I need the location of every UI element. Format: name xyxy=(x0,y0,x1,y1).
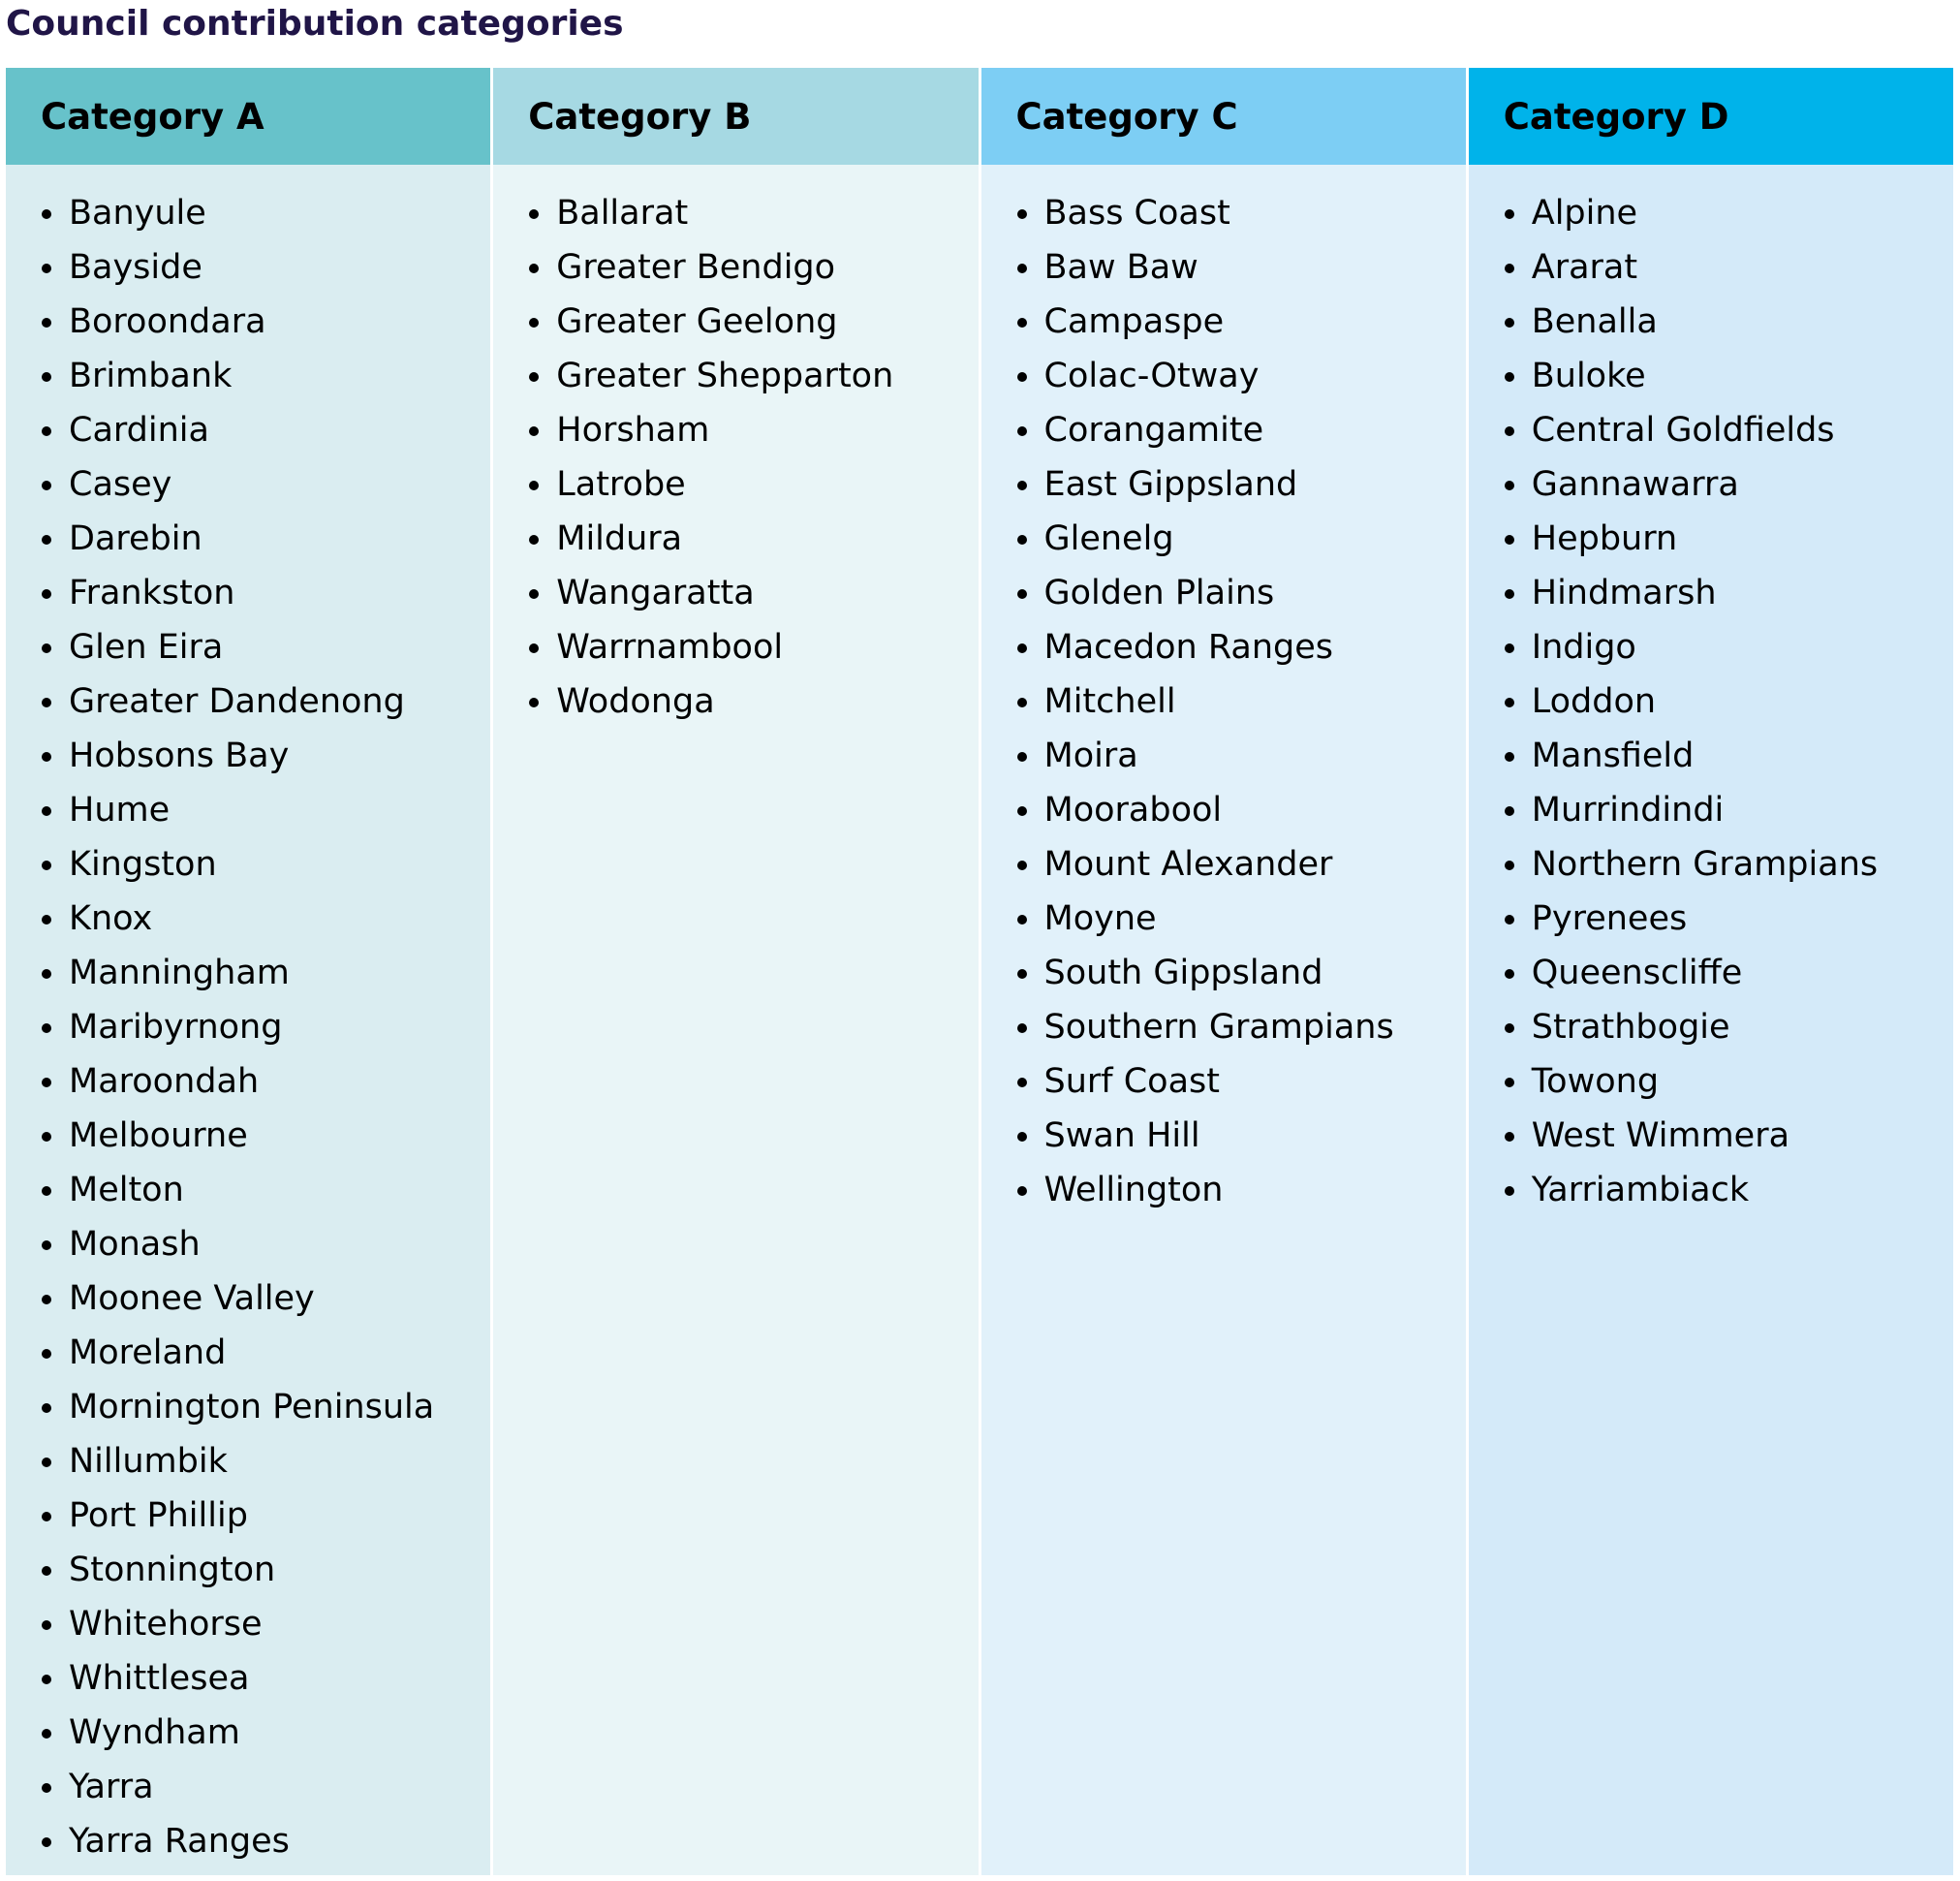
council-list-item: East Gippsland xyxy=(981,457,1466,512)
category-heading: Category D xyxy=(1469,68,1953,165)
council-list-item: Towong xyxy=(1469,1054,1953,1109)
council-list-item: Indigo xyxy=(1469,620,1953,674)
council-list-item: Wyndham xyxy=(6,1706,490,1760)
category-column-c xyxy=(979,68,1466,1875)
council-list xyxy=(493,186,978,729)
council-list-item: Hobsons Bay xyxy=(6,729,490,783)
council-list xyxy=(6,186,490,1868)
council-list-item: Moreland xyxy=(6,1326,490,1380)
council-list-item: Loddon xyxy=(1469,674,1953,729)
council-list-item: Hume xyxy=(6,783,490,837)
category-body xyxy=(981,165,1466,1875)
council-list-item: Strathbogie xyxy=(1469,1000,1953,1054)
council-list-item: Mount Alexander xyxy=(981,837,1466,892)
category-column-d xyxy=(1466,68,1953,1875)
council-list-item: Yarra xyxy=(6,1760,490,1814)
council-list-item: Wellington xyxy=(981,1163,1466,1217)
council-list-item: Banyule xyxy=(6,186,490,240)
council-list-item: Greater Geelong xyxy=(493,295,978,349)
council-list-item: Wangaratta xyxy=(493,566,978,620)
council-list-item: Knox xyxy=(6,892,490,946)
categories-table xyxy=(6,68,1953,1875)
council-list-item: South Gippsland xyxy=(981,946,1466,1000)
council-list-item: Queenscliffe xyxy=(1469,946,1953,1000)
category-heading: Category C xyxy=(981,68,1466,165)
category-body xyxy=(493,165,978,1875)
council-list xyxy=(981,186,1466,1217)
council-list-item: Hepburn xyxy=(1469,512,1953,566)
page-title: Council contribution categories xyxy=(6,4,624,44)
category-heading: Category A xyxy=(6,68,490,165)
category-column-b xyxy=(490,68,978,1875)
council-list-item: Mornington Peninsula xyxy=(6,1380,490,1434)
category-body xyxy=(1469,165,1953,1875)
council-list-item: Murrindindi xyxy=(1469,783,1953,837)
council-list-item: Colac-Otway xyxy=(981,349,1466,403)
council-list-item: Cardinia xyxy=(6,403,490,457)
council-list-item: Benalla xyxy=(1469,295,1953,349)
council-list-item: Mildura xyxy=(493,512,978,566)
council-list-item: Nillumbik xyxy=(6,1434,490,1489)
category-heading: Category B xyxy=(493,68,978,165)
council-list-item: Greater Bendigo xyxy=(493,240,978,295)
council-list-item: Boroondara xyxy=(6,295,490,349)
council-list-item: Mansfield xyxy=(1469,729,1953,783)
council-list-item: Stonnington xyxy=(6,1543,490,1597)
council-list-item: Glenelg xyxy=(981,512,1466,566)
council-list-item: Corangamite xyxy=(981,403,1466,457)
council-list-item: Maribyrnong xyxy=(6,1000,490,1054)
council-list-item: Warrnambool xyxy=(493,620,978,674)
category-body xyxy=(6,165,490,1875)
council-list-item: Horsham xyxy=(493,403,978,457)
council-list-item: West Wimmera xyxy=(1469,1109,1953,1163)
council-list-item: Central Goldfields xyxy=(1469,403,1953,457)
council-list-item: Bayside xyxy=(6,240,490,295)
council-list-item: Northern Grampians xyxy=(1469,837,1953,892)
council-list-item: Ballarat xyxy=(493,186,978,240)
council-list-item: Buloke xyxy=(1469,349,1953,403)
council-list-item: Moorabool xyxy=(981,783,1466,837)
council-list-item: Mitchell xyxy=(981,674,1466,729)
council-list-item: Monash xyxy=(6,1217,490,1271)
council-list-item: Alpine xyxy=(1469,186,1953,240)
council-list-item: Swan Hill xyxy=(981,1109,1466,1163)
council-list xyxy=(1469,186,1953,1217)
council-list-item: Moyne xyxy=(981,892,1466,946)
council-list-item: Whitehorse xyxy=(6,1597,490,1651)
council-list-item: Greater Shepparton xyxy=(493,349,978,403)
council-list-item: Greater Dandenong xyxy=(6,674,490,729)
council-list-item: Casey xyxy=(6,457,490,512)
council-list-item: Baw Baw xyxy=(981,240,1466,295)
council-list-item: Moira xyxy=(981,729,1466,783)
council-list-item: Latrobe xyxy=(493,457,978,512)
council-list-item: Surf Coast xyxy=(981,1054,1466,1109)
council-list-item: Pyrenees xyxy=(1469,892,1953,946)
council-list-item: Melbourne xyxy=(6,1109,490,1163)
council-list-item: Glen Eira xyxy=(6,620,490,674)
council-list-item: Maroondah xyxy=(6,1054,490,1109)
council-list-item: Frankston xyxy=(6,566,490,620)
council-list-item: Brimbank xyxy=(6,349,490,403)
council-list-item: Golden Plains xyxy=(981,566,1466,620)
council-list-item: Southern Grampians xyxy=(981,1000,1466,1054)
council-list-item: Kingston xyxy=(6,837,490,892)
council-list-item: Wodonga xyxy=(493,674,978,729)
council-list-item: Campaspe xyxy=(981,295,1466,349)
council-list-item: Bass Coast xyxy=(981,186,1466,240)
category-column-a xyxy=(6,68,490,1875)
council-list-item: Darebin xyxy=(6,512,490,566)
council-list-item: Whittlesea xyxy=(6,1651,490,1706)
council-list-item: Hindmarsh xyxy=(1469,566,1953,620)
council-list-item: Yarra Ranges xyxy=(6,1814,490,1868)
council-list-item: Ararat xyxy=(1469,240,1953,295)
council-list-item: Gannawarra xyxy=(1469,457,1953,512)
council-list-item: Port Phillip xyxy=(6,1489,490,1543)
council-list-item: Moonee Valley xyxy=(6,1271,490,1326)
council-list-item: Manningham xyxy=(6,946,490,1000)
council-list-item: Macedon Ranges xyxy=(981,620,1466,674)
council-list-item: Yarriambiack xyxy=(1469,1163,1953,1217)
council-list-item: Melton xyxy=(6,1163,490,1217)
